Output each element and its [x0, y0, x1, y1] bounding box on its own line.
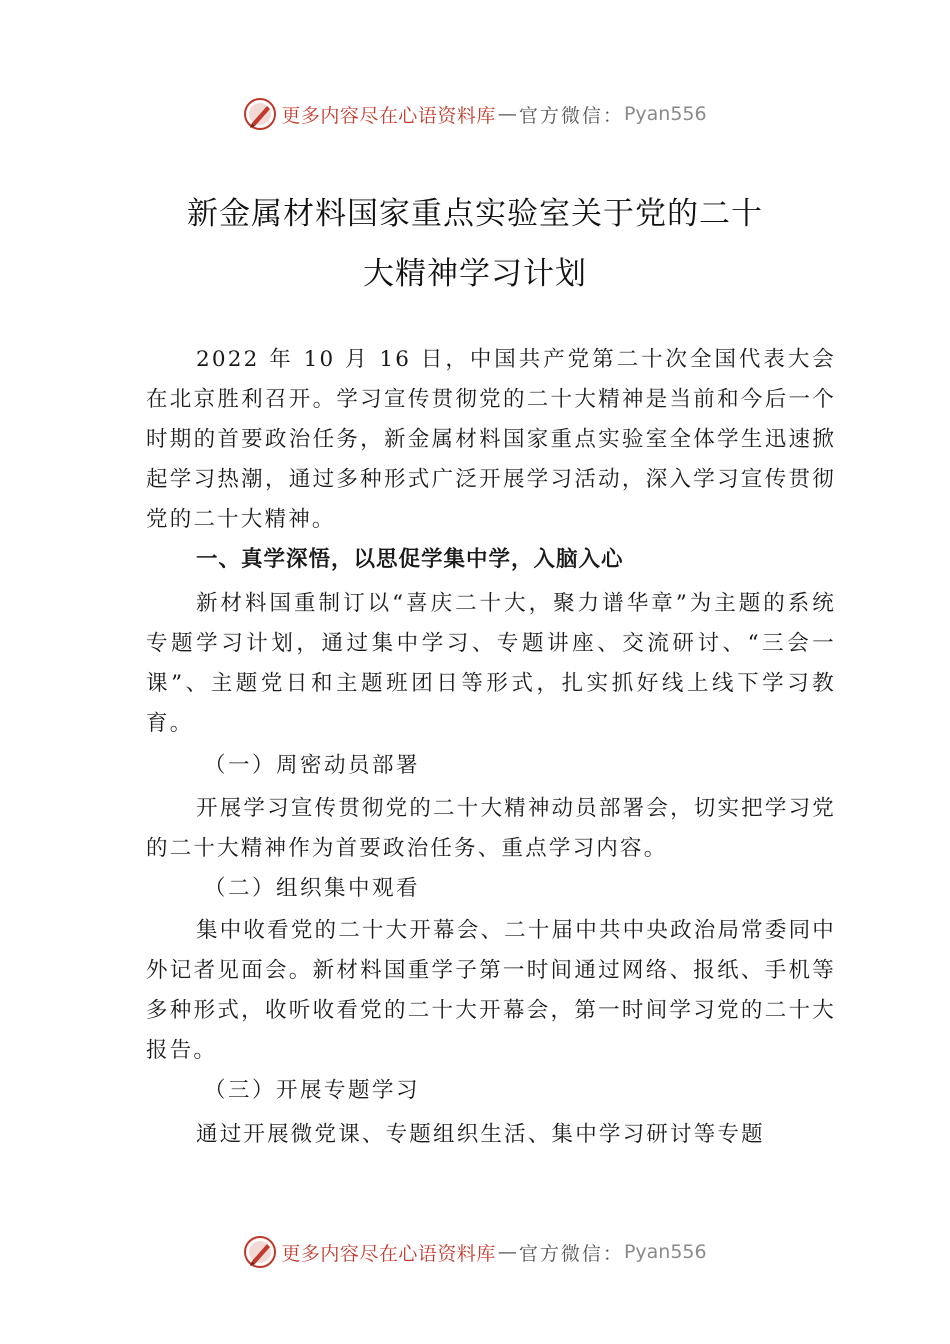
watermark-header — [0, 94, 950, 134]
document-body — [146, 340, 836, 1155]
watermark-separator: — — [497, 103, 517, 125]
subsection-2-paragraph: 集中收看党的二十大开幕会、二十届中共中央政治局常委同中外记者见面会。新材料国重学子第一时间通过网络、报纸、手机等多种形式，收听收看党的二十大开幕会，第一时间学习党的二十大报告。 — [146, 918, 836, 1063]
watermark-wechat-id: Pyan556 — [623, 1241, 707, 1263]
subsection-1-heading: （一）周密动员部署 — [204, 753, 421, 778]
subsection-2-heading: （二）组织集中观看 — [204, 876, 421, 901]
watermark-separator: — — [497, 1241, 517, 1263]
watermark-label: 官方微信： — [518, 1242, 624, 1265]
watermark-text: 更多内容尽在心语资料库 — [281, 1242, 496, 1265]
subsection-3-heading: （三）开展专题学习 — [204, 1078, 421, 1103]
watermark-label: 官方微信： — [518, 104, 624, 127]
document-title-line-1: 新金属材料国家重点实验室关于党的二十 — [187, 196, 763, 232]
section-1-paragraph: 新材料国重制订以“喜庆二十大，聚力谱华章”为主题的系统专题学习计划，通过集中学习、专题讲座、交流研讨、“三会一课”、主题党日和主题班团日等形式，扎实抓好线上线下学习教育。 — [146, 591, 836, 736]
subsection-1-paragraph: 开展学习宣传贯彻党的二十大精神动员部署会，切实把学习党的二十大精神作为首要政治任务、重点学习内容。 — [146, 796, 836, 861]
watermark-footer — [0, 1232, 950, 1272]
watermark-wechat-id: Pyan556 — [623, 103, 707, 125]
subsection-3-paragraph: 通过开展微党课、专题组织生活、集中学习研讨等专题 — [196, 1122, 765, 1147]
pen-logo-icon — [243, 97, 277, 131]
pen-logo-icon — [243, 1235, 277, 1269]
intro-paragraph: 2022 年 10 月 16 日，中国共产党第二十次全国代表大会在北京胜利召开。学习宣传贯彻党的二十大精神是当前和今后一个时期的首要政治任务，新金属材料国家重点实验室全体学生迅速掀起学习热潮，通过多种形式广泛开展学习活动，深入学习宣传贯彻党的二十大精神。 — [146, 347, 836, 532]
section-1-heading: 一、真学深悟，以思促学集中学，入脑入心 — [196, 547, 624, 572]
watermark-text: 更多内容尽在心语资料库 — [281, 104, 496, 127]
document-title-line-2: 大精神学习计划 — [363, 256, 587, 292]
